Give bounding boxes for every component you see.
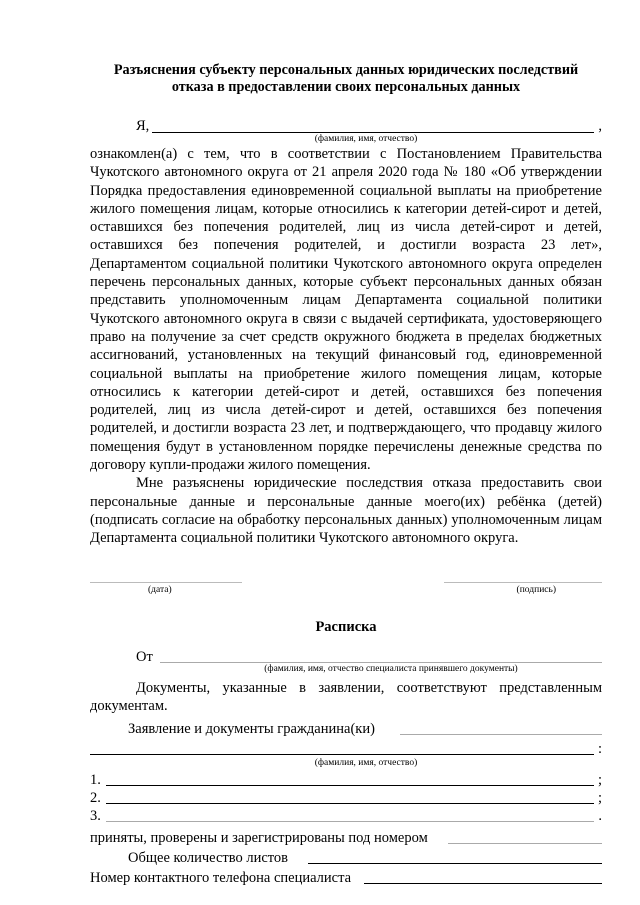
application-line xyxy=(90,720,602,738)
date-field[interactable] xyxy=(90,582,242,583)
signature-caption: (подпись) xyxy=(516,584,556,595)
declarant-name-line xyxy=(90,119,602,133)
citizen-caption: (фамилия, имя, отчество) xyxy=(314,758,418,769)
document-item-field[interactable] xyxy=(106,785,594,786)
consequences-paragraph: Мне разъяснены юридические последствия отказа предоставить свои персональные данные и персональные данные моего(их) ребёнка (детей) (подписать согласие на обработку персональных данных) уполномоченным лицам Департамента социальной политики Чукотского автономного округа. xyxy=(90,475,602,547)
document-item-field[interactable] xyxy=(106,803,594,804)
document-page xyxy=(90,62,602,887)
sheets-line xyxy=(90,849,602,867)
item-end: ; xyxy=(597,772,602,789)
ya-label: Я, xyxy=(136,118,150,134)
item-end: ; xyxy=(597,790,602,807)
application-label: Заявление и документы гражданина(ки) xyxy=(128,721,375,738)
date-caption: (дата) xyxy=(148,584,172,595)
item-number: 2. xyxy=(90,790,101,807)
declarant-name-field[interactable] xyxy=(152,132,594,133)
registration-number-field[interactable] xyxy=(448,843,602,844)
citizen-name-field-2[interactable] xyxy=(90,754,594,755)
colon: : xyxy=(597,741,602,758)
registered-label: приняты, проверены и зарегистрированы под номером xyxy=(90,830,428,847)
title-line-2: отказа в предоставлении своих персональных данных xyxy=(171,79,521,95)
from-label: От xyxy=(136,648,153,665)
specialist-caption: (фамилия, имя, отчество специалиста принявшего документы) xyxy=(264,663,518,674)
document-item-field[interactable] xyxy=(106,821,594,822)
acknowledgement-paragraph: ознакомлен(а) с тем, что в соответствии с Постановлением Правительства Чукотского автономного округа от 21 апреля 2020 года № 180 «Об утверждении Порядка предоставления единовременной социальной выплаты на приобретение жилого помещения лицам, которые относились к категории детей-сирот и детей, оставшихся без попечения родителей, лиц из числа детей-сирот и детей, оставшихся без попечения родителей, и достигли возраста 23 лет», Департаментом социальной политики Чукотского автономного округа определен перечень персональных данных, которые субъект персональных данных обязан представить уполномоченным лицам Департамента социальной политики Чукотского автономного округа в связи с выдачей сертификата, удостоверяющего право на получение за счет средств окружного бюджета в пределах бюджетных ассигнований, установленных на текущий финансовый год, единовременной социальной выплаты на приобретение жилого помещения лицам, которые относились к категории детей-сирот и детей, оставшихся без попечения родителей, лиц из числа детей-сирот и детей, оставшихся без попечения родителей, и достигли возраста 23 лет, и подтверждающего, что продавцу жилого помещения будут в установленном порядке перечислены денежные средства по договору купли-продажи жилого помещения. xyxy=(90,146,602,474)
signature-field[interactable] xyxy=(444,582,602,583)
phone-label: Номер контактного телефона специалиста xyxy=(90,870,352,887)
item-number: 3. xyxy=(90,808,101,825)
document-item-2 xyxy=(90,789,602,807)
registration-line xyxy=(90,829,602,847)
receipt-title: Расписка xyxy=(315,618,377,635)
citizen-name-line xyxy=(90,740,602,758)
receipt-from-line xyxy=(90,648,602,666)
sheets-count-field[interactable] xyxy=(308,863,602,864)
comma: , xyxy=(598,118,602,134)
specialist-name-field[interactable] xyxy=(160,662,602,663)
document-item-1 xyxy=(90,771,602,789)
title-line-1: Разъяснения субъекту персональных данных юридических последствий xyxy=(113,62,579,78)
citizen-name-field-1[interactable] xyxy=(400,734,602,735)
document-title xyxy=(90,62,602,96)
document-item-3 xyxy=(90,807,602,825)
sheets-label: Общее количество листов xyxy=(128,850,289,867)
item-number: 1. xyxy=(90,772,101,789)
phone-field[interactable] xyxy=(364,883,602,884)
documents-match-text: Документы, указанные в заявлении, соответствуют представленным документам. xyxy=(90,679,602,714)
phone-line xyxy=(90,869,602,887)
declarant-name-caption: (фамилия, имя, отчество) xyxy=(314,134,418,144)
item-end: . xyxy=(598,808,602,825)
date-signature-row xyxy=(90,576,602,606)
